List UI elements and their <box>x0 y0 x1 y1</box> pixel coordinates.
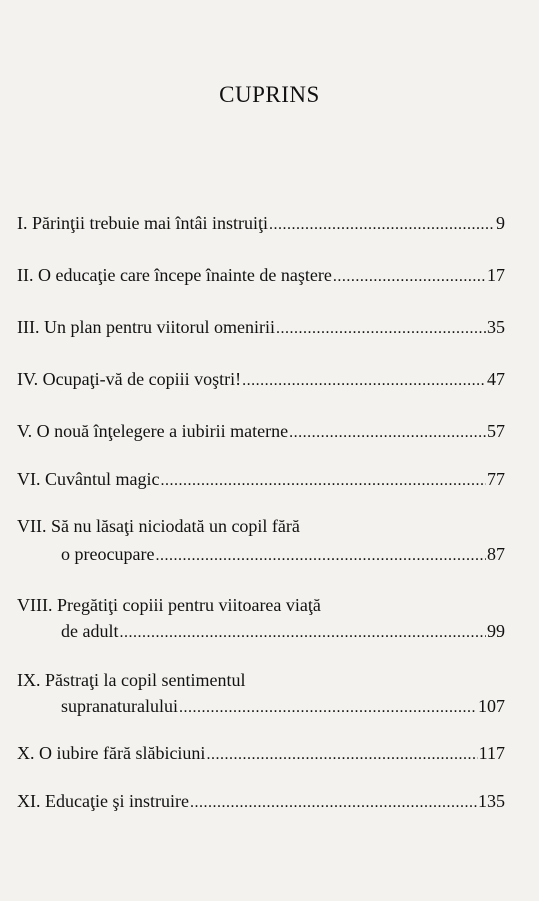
toc-row <box>17 620 505 644</box>
chapter-title-cont: o preocupare <box>61 544 155 564</box>
chapter-title-cont: de adult <box>61 621 119 641</box>
dot-leader <box>119 622 486 644</box>
toc-entry-9 <box>17 669 505 719</box>
toc-row <box>17 468 505 492</box>
dot-leader <box>289 422 486 444</box>
chapter-title: X. O iubire fără slăbiciuni <box>17 743 206 763</box>
dot-leader <box>179 697 477 719</box>
page-title: CUPRINS <box>219 82 320 107</box>
toc-row <box>17 742 505 766</box>
toc-row <box>17 695 505 719</box>
chapter-title: VII. Să nu lăsaţi niciodată un copil fără <box>17 516 300 536</box>
dot-leader <box>242 370 486 392</box>
page-number: 77 <box>487 469 505 489</box>
chapter-title-cont: supranaturalului <box>61 696 178 716</box>
toc-entry-1 <box>17 212 505 236</box>
dot-leader <box>269 214 495 236</box>
toc-entry-6 <box>17 468 505 492</box>
page-number: 107 <box>478 696 505 716</box>
toc-entry-2 <box>17 264 505 288</box>
page-number: 35 <box>487 317 505 337</box>
toc-entry-5 <box>17 420 505 444</box>
page-number: 135 <box>478 791 505 811</box>
dot-leader <box>206 744 477 766</box>
page-number: 17 <box>487 265 505 285</box>
chapter-title: VI. Cuvântul magic <box>17 469 160 489</box>
chapter-title: XI. Educaţie şi instruire <box>17 791 189 811</box>
chapter-title: II. O educaţie care începe înainte de naştere <box>17 265 332 285</box>
chapter-title: V. O nouă înţelegere a iubirii materne <box>17 421 289 441</box>
toc-entry-3 <box>17 316 505 340</box>
page-number: 9 <box>496 213 505 233</box>
chapter-title: III. Un plan pentru viitorul omenirii <box>17 317 275 337</box>
chapter-title: I. Părinţii trebuie mai întâi instruiţi <box>17 213 268 233</box>
toc-entry-7 <box>17 515 505 567</box>
chapter-title: IV. Ocupaţi-vă de copiii voştri! <box>17 369 242 389</box>
toc-row <box>17 790 505 814</box>
chapter-title: IX. Păstraţi la copil sentimentul <box>17 670 246 690</box>
dot-leader <box>276 318 486 340</box>
page-number: 99 <box>487 621 505 641</box>
page-number: 87 <box>487 544 505 564</box>
page-number: 57 <box>487 421 505 441</box>
dot-leader <box>190 792 477 814</box>
toc-row <box>17 212 505 236</box>
chapter-title: VIII. Pregătiţi copiii pentru viitoarea viaţă <box>17 595 321 615</box>
dot-leader <box>155 545 486 567</box>
toc-row <box>17 368 505 392</box>
toc-entry-4 <box>17 368 505 392</box>
dot-leader <box>160 470 486 492</box>
page-number: 47 <box>487 369 505 389</box>
toc-entry-10 <box>17 742 505 766</box>
toc-row <box>17 420 505 444</box>
toc-entry-8 <box>17 594 505 644</box>
toc-row <box>17 316 505 340</box>
page-number: 117 <box>478 743 505 763</box>
dot-leader <box>333 266 486 288</box>
toc-entry-11 <box>17 790 505 814</box>
toc-row <box>17 264 505 288</box>
toc-row <box>17 543 505 567</box>
